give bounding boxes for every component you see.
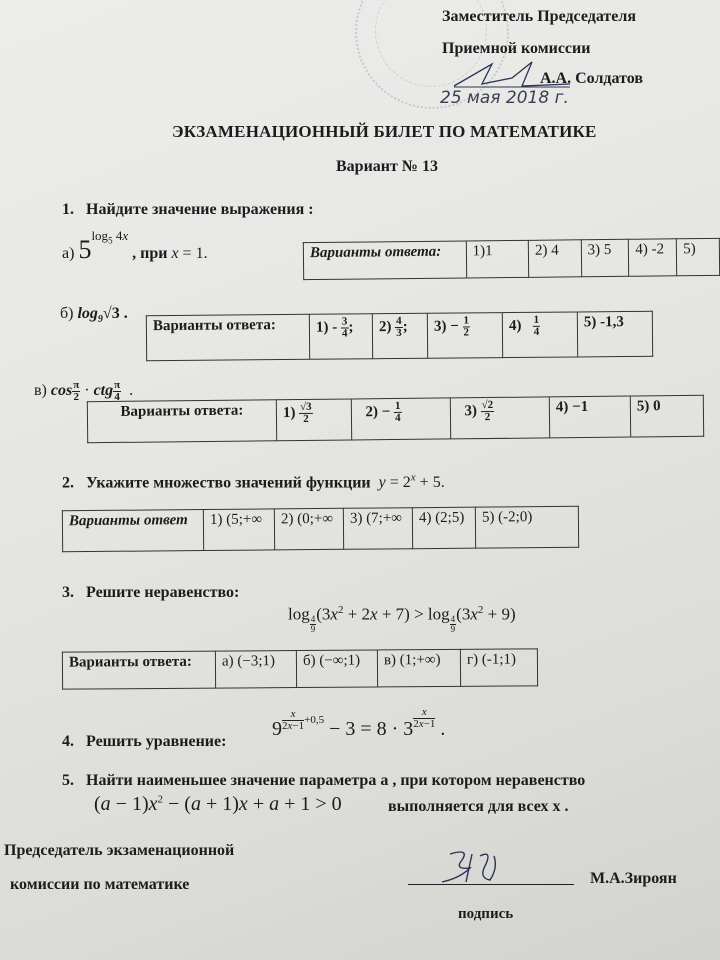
- task-4-equation: 9 $\frac{x}{2x-1}$ +0,5 − 3 = 8 · 3 $\frac{x}{2x-1}$ .: [272, 705, 446, 740]
- task-1c-answers-table: [87, 395, 704, 443]
- approval-title-line1: Заместитель Председателя: [442, 8, 637, 25]
- signature-line: [408, 884, 574, 885]
- answer-option[interactable]: 5) 0: [630, 395, 703, 437]
- approver-name: А.А. Солдатов: [540, 70, 643, 87]
- task-5-tail: выполняется для всех x .: [388, 798, 569, 815]
- task-3-inequality: log $\frac{4}{9}$ $(3x^2 + 2x + 7) > \log$ $\frac{4}{9}$ $(3x^2 + 9)$: [288, 604, 516, 634]
- answer-option[interactable]: 4) −1: [549, 396, 630, 438]
- answer-option[interactable]: а) (−3;1): [215, 651, 296, 689]
- answer-option[interactable]: 3) (7;+∞: [343, 508, 412, 550]
- task-5-inequality: $(a - 1)x^2 - (a + 1)x + a + 1 > 0$: [94, 793, 342, 815]
- chair-title-line2: комиссии по математике: [10, 876, 190, 893]
- answer-option[interactable]: 2) (0;+∞: [274, 508, 343, 550]
- chair-name: М.А.Зироян: [590, 870, 677, 887]
- answer-option[interactable]: 5) -1,3: [577, 311, 652, 357]
- answers-label: Варианты ответа:: [146, 314, 309, 360]
- task-1a-answers-table: [303, 238, 720, 280]
- answer-option[interactable]: 1)1: [466, 240, 529, 278]
- answer-option[interactable]: 5): [677, 238, 720, 275]
- task-3-answers-table: [62, 648, 538, 689]
- answer-option[interactable]: 2) − $\frac{1}{4}$: [351, 398, 450, 440]
- approval-title-line2: Приемной комиссии: [442, 40, 591, 57]
- task-2-heading: 2. Укажите множество значений функции $y = 2^x + 5$.: [62, 472, 445, 492]
- answer-option[interactable]: б) (−∞;1): [296, 650, 377, 688]
- answer-option[interactable]: 4) (2;5): [412, 507, 475, 549]
- answer-option[interactable]: 3) $\frac{√2}{2}$: [450, 397, 549, 439]
- task-1a-expression: а) $5^{log_5 4x}$ , при x = 1.: [62, 228, 208, 264]
- answer-option[interactable]: 2) 4: [528, 240, 581, 278]
- variant-number: Вариант № 13: [336, 158, 438, 175]
- answers-label: Варианты ответа:: [87, 400, 276, 443]
- task-4-heading: 4. Решить уравнение:: [62, 733, 227, 750]
- task-number: 1.: [62, 201, 74, 218]
- task-1c-expression: в) cos $\frac{\pi}{2}$ · ctg $\frac{\pi}{4}$ .: [34, 379, 134, 403]
- answers-label: Варианты ответа:: [62, 651, 215, 689]
- answer-option[interactable]: 3) 5: [581, 239, 629, 276]
- answer-option[interactable]: 1) (5;+∞: [203, 509, 274, 551]
- task-3-heading: 3. Решите неравенство:: [62, 584, 240, 601]
- task-1b-expression: б) $\log_9√3$ .: [60, 305, 128, 326]
- answers-label: Варианты ответ: [62, 510, 203, 552]
- task-text: Найдите значение выражения :: [86, 201, 314, 218]
- answer-option[interactable]: 1) - $\frac{3}{4}$ ;: [309, 314, 372, 360]
- answer-option[interactable]: 3) − $\frac{1}{2}$: [427, 313, 502, 359]
- task-2-answers-table: [62, 506, 579, 553]
- page-title: ЭКЗАМЕНАЦИОННЫЙ БИЛЕТ ПО МАТЕМАТИКЕ: [172, 122, 597, 141]
- task-1-heading: [62, 201, 314, 219]
- answer-option[interactable]: 4) -2: [629, 239, 677, 276]
- answers-label: Варианты ответа:: [303, 241, 466, 280]
- answer-option[interactable]: 2) $\frac{4}{3}$ ;: [372, 313, 427, 358]
- answer-option[interactable]: 4) $\frac{1}{4}$: [502, 312, 577, 358]
- handwritten-date: 25 мая 2018 г.: [440, 88, 569, 108]
- signature-caption: подпись: [458, 906, 514, 922]
- task-1b-answers-table: [146, 311, 653, 361]
- answer-option[interactable]: в) (1;+∞): [377, 649, 460, 687]
- chair-title-line1: Председатель экзаменационной: [4, 842, 235, 859]
- task-5-heading: 5. Найти наименьшее значение параметра a , при котором неравенство: [62, 772, 586, 789]
- answer-option[interactable]: 5) (-2;0): [475, 506, 578, 548]
- signature-ziroyan: [420, 848, 530, 886]
- answer-option[interactable]: г) (-1;1): [460, 649, 537, 687]
- answer-option[interactable]: 1) $\frac{√3}{2}$: [276, 399, 351, 441]
